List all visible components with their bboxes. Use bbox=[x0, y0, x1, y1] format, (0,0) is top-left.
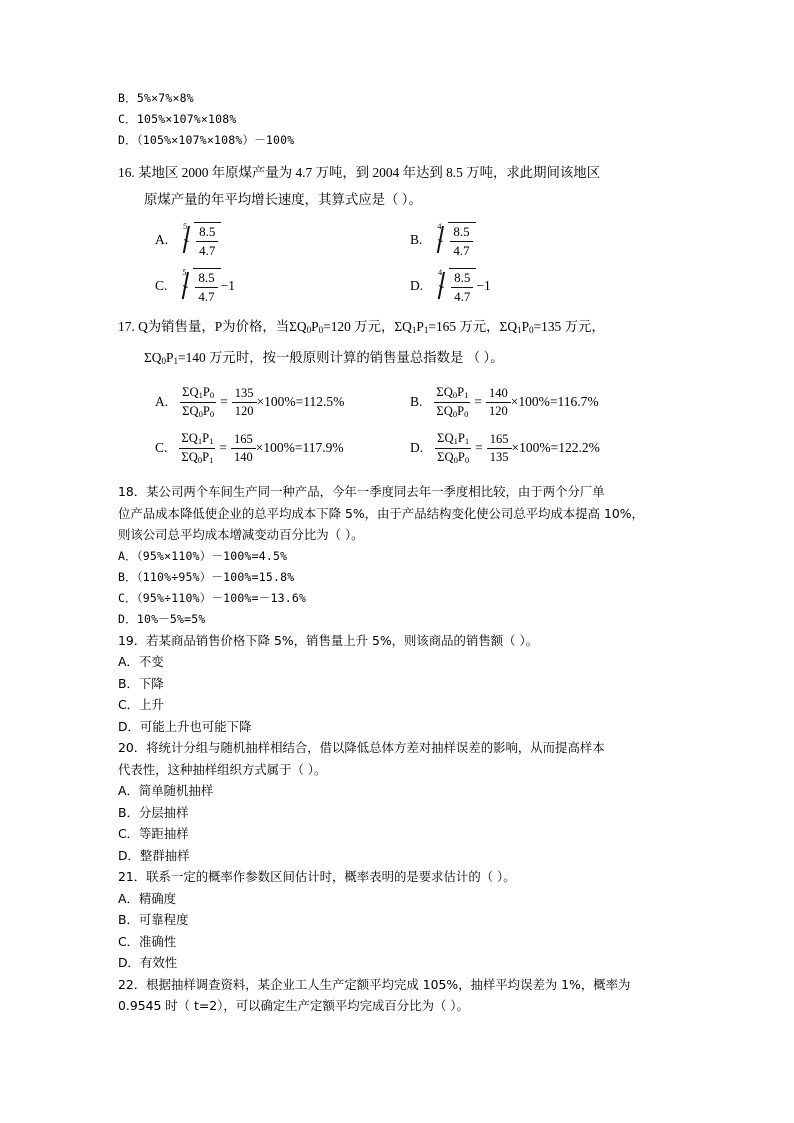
radical-index: 5 bbox=[182, 268, 187, 278]
question-21-option-a[interactable]: A．精确度 bbox=[118, 890, 177, 906]
radical-suffix: −1 bbox=[476, 278, 491, 293]
question-20-option-a[interactable]: A．简单随机抽样 bbox=[118, 783, 214, 798]
radical-body bbox=[194, 222, 221, 258]
question-16-option-d[interactable] bbox=[410, 263, 491, 309]
question-18-stem-line2: 位产品成本降低使企业的总平均成本下降 5%，由于产品结构变化使公司总平均成本提高 10%， bbox=[118, 505, 644, 521]
option-result: ×100%=122.2% bbox=[511, 440, 600, 455]
question-17 bbox=[118, 313, 678, 471]
radical-expression bbox=[179, 268, 220, 304]
option-label: A. bbox=[155, 232, 169, 247]
question-17-stem-text1: Q为销售量，P为价格，当$\Sigma Q_0P_0=120$ 万元，$\Sigma Q_1P_1=165$ 万元，$\Sigma Q_1P_0=135$ 万元， bbox=[138, 319, 605, 335]
fraction-numerator: 165 bbox=[234, 431, 253, 446]
question-17-stem-line1 bbox=[118, 313, 678, 344]
option-label: D. bbox=[410, 278, 424, 293]
question-17-number: 17. bbox=[118, 319, 135, 334]
question-20-stem-line1: 20．将统计分组与随机抽样相结合，借以降低总体方差对抽样误差的影响，从而提高样本 bbox=[118, 740, 605, 755]
option-label: B. bbox=[410, 394, 423, 409]
fraction-denominator: 135 bbox=[487, 448, 512, 465]
question-21-stem-line1: 21．联系一定的概率作参数区间估计时，概率表明的是要求估计的（ ）。 bbox=[118, 869, 516, 884]
equals-sign: = bbox=[474, 394, 483, 409]
question-22 bbox=[118, 974, 678, 1017]
option-result: ×100%=112.5% bbox=[256, 394, 345, 409]
question-16-option-a[interactable] bbox=[155, 217, 221, 263]
radical-body bbox=[448, 222, 475, 258]
value-fraction bbox=[486, 386, 511, 419]
fraction-denominator: 4.7 bbox=[450, 241, 472, 258]
option-label: D. bbox=[410, 440, 424, 455]
page-content bbox=[118, 88, 678, 1017]
radical-expression bbox=[434, 222, 475, 258]
option-label: A. bbox=[155, 394, 169, 409]
question-18 bbox=[118, 481, 678, 630]
fraction-denominator: 120 bbox=[486, 402, 511, 419]
sigma-ratio bbox=[180, 385, 216, 418]
question-20-option-c[interactable]: C．等距抽样 bbox=[118, 826, 189, 841]
sigma-denominator: $\Sigma Q_0P_1$ bbox=[181, 449, 214, 465]
sigma-ratio bbox=[434, 385, 470, 418]
option-c-carryover: C．105%×107%×108% bbox=[118, 112, 237, 126]
question-20-option-d[interactable]: D．整群抽样 bbox=[118, 847, 190, 863]
option-label: B. bbox=[410, 232, 423, 247]
question-19-option-d[interactable]: D．可能上升也可能下降 bbox=[118, 718, 252, 734]
question-18-stem-line1: 18．某公司两个车间生产同一种产品，今年一季度同去年一季度相比较，由于两个分厂单 bbox=[118, 484, 605, 499]
fraction-numerator: 165 bbox=[489, 431, 509, 446]
fraction bbox=[450, 224, 472, 258]
question-18-option-b[interactable]: B．（110%÷95%）－100%=15.8% bbox=[118, 569, 295, 584]
question-18-stem-line3: 则该公司总平均成本增减变动百分比为（ ）。 bbox=[118, 527, 364, 542]
question-16-option-c[interactable] bbox=[155, 263, 235, 309]
option-result: ×100%=116.7% bbox=[510, 394, 599, 409]
question-21 bbox=[118, 866, 678, 974]
question-17-option-d[interactable] bbox=[410, 425, 600, 471]
question-19 bbox=[118, 630, 678, 738]
fraction-numerator: 8.5 bbox=[453, 224, 470, 240]
fraction bbox=[451, 270, 473, 304]
option-b-carryover: B．5%×7%×8% bbox=[118, 91, 194, 105]
option-d-carryover: D．（105%×107%×108%）－100% bbox=[118, 133, 295, 147]
question-21-option-c[interactable]: C．准确性 bbox=[118, 933, 177, 949]
question-17-options-row-2 bbox=[118, 425, 678, 471]
question-16-option-b[interactable] bbox=[410, 217, 476, 263]
question-20 bbox=[118, 737, 678, 866]
spacer bbox=[118, 151, 678, 159]
question-17-options-row-1 bbox=[118, 379, 678, 425]
option-result: ×100%=117.9% bbox=[255, 440, 344, 455]
fraction-numerator: 8.5 bbox=[454, 270, 471, 286]
question-16-options-row-1 bbox=[118, 217, 678, 263]
fraction bbox=[196, 224, 218, 258]
sigma-ratio bbox=[179, 431, 215, 464]
fraction-denominator: 140 bbox=[231, 448, 256, 465]
option-label: C. bbox=[155, 278, 168, 293]
question-16-stem-text1: 某地区 2000 年原煤产量为 4.7 万吨，到 2004 年达到 8.5 万吨，求此期间该地区 bbox=[138, 165, 601, 180]
question-16-options-row-2 bbox=[118, 263, 678, 309]
sigma-numerator: $\Sigma Q_0P_1$ bbox=[436, 385, 469, 401]
value-fraction bbox=[487, 432, 512, 465]
question-17-option-a[interactable] bbox=[155, 379, 344, 425]
question-21-option-b[interactable]: B．可靠程度 bbox=[118, 912, 189, 927]
question-17-stem-line2: $\Sigma Q_0P_1=140$ 万元时，按一般原则计算的销售量总指数是 （ ）。 bbox=[144, 350, 504, 366]
equals-sign: = bbox=[475, 440, 483, 455]
sigma-denominator: $\Sigma Q_0P_0$ bbox=[437, 449, 470, 465]
sigma-numerator: $\Sigma Q_1P_0$ bbox=[182, 385, 215, 401]
radical-body bbox=[193, 268, 220, 304]
sigma-ratio bbox=[435, 431, 471, 464]
fraction bbox=[195, 270, 217, 304]
equals-sign: = bbox=[219, 440, 228, 455]
question-16-stem-line1 bbox=[118, 159, 678, 186]
question-19-option-b[interactable]: B．下降 bbox=[118, 675, 164, 691]
question-22-stem-line1: 22．根据抽样调查资料，某企业工人生产定额平均完成 105%，抽样平均误差为 1%，概率为 bbox=[118, 976, 631, 992]
question-16-number: 16. bbox=[118, 165, 135, 180]
option-label: C. bbox=[155, 440, 168, 455]
spacer bbox=[118, 471, 678, 481]
radical-index: 4 bbox=[438, 268, 443, 278]
radical-expression bbox=[180, 222, 221, 258]
radical-suffix: −1 bbox=[220, 278, 236, 293]
question-20-option-b[interactable]: B．分层抽样 bbox=[118, 804, 189, 820]
fraction-denominator: 120 bbox=[232, 402, 257, 419]
fraction-numerator: 8.5 bbox=[199, 224, 216, 240]
equals-sign: = bbox=[220, 394, 228, 409]
question-19-option-c[interactable]: C．上升 bbox=[118, 697, 164, 712]
question-22-stem-line2: 0.9545 时（ t=2），可以确定生产定额平均完成百分比为（ ）。 bbox=[118, 998, 469, 1013]
radical-expression bbox=[435, 268, 476, 304]
radical-index: 4 bbox=[437, 222, 442, 232]
question-21-option-d[interactable]: D．有效性 bbox=[118, 955, 178, 970]
radical-body bbox=[449, 268, 476, 304]
fraction-numerator: 135 bbox=[234, 385, 254, 400]
question-18-option-c[interactable]: C．（95%÷110%）－100%=－13.6% bbox=[118, 590, 307, 605]
value-fraction bbox=[232, 386, 257, 419]
question-18-option-a[interactable]: A．（95%×110%）－100%=4.5% bbox=[118, 548, 288, 563]
question-17-option-c[interactable] bbox=[155, 425, 344, 471]
sigma-numerator: $\Sigma Q_1P_1$ bbox=[437, 431, 470, 447]
question-19-stem-line1: 19．若某商品销售价格下降 5%，销售量上升 5%，则该商品的销售额（ ）。 bbox=[118, 632, 539, 648]
value-fraction bbox=[231, 432, 256, 465]
fraction-numerator: 8.5 bbox=[198, 270, 215, 286]
question-20-stem-line2: 代表性，这种抽样组织方式属于（ ）。 bbox=[118, 761, 327, 777]
question-18-option-d[interactable]: D．10%－5%=5% bbox=[118, 611, 206, 626]
question-16-stem-line2: 原煤产量的年平均增长速度，其算式应是（ ）。 bbox=[144, 192, 422, 207]
fraction-denominator: 4.7 bbox=[196, 241, 218, 258]
question-17-option-b[interactable] bbox=[410, 379, 599, 425]
radical-index: 5 bbox=[183, 222, 188, 232]
question-19-option-a[interactable]: A．不变 bbox=[118, 654, 164, 669]
fraction-denominator: 4.7 bbox=[195, 287, 217, 304]
fraction-numerator: 140 bbox=[489, 385, 508, 400]
sigma-denominator: $\Sigma Q_0P_0$ bbox=[182, 403, 215, 419]
sigma-numerator: $\Sigma Q_1P_1$ bbox=[181, 431, 214, 447]
question-16 bbox=[118, 159, 678, 309]
sigma-denominator: $\Sigma Q_0P_0$ bbox=[436, 403, 469, 419]
fraction-denominator: 4.7 bbox=[451, 287, 473, 304]
